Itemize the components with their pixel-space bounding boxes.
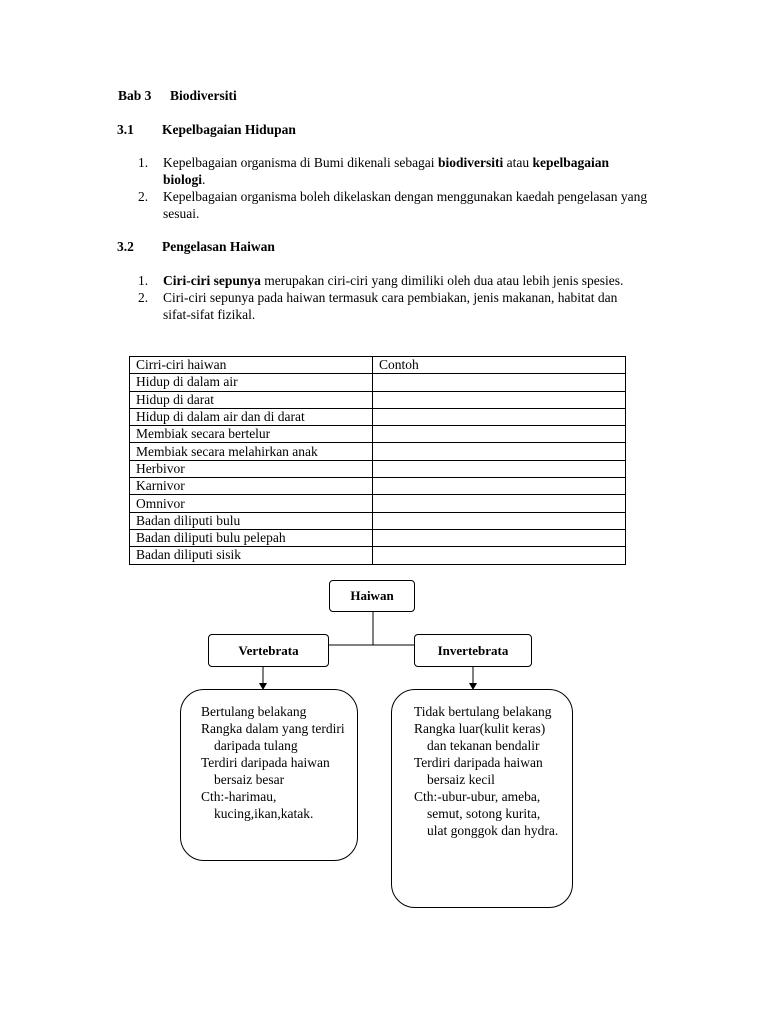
diagram-node-vertebrata: Vertebrata (208, 634, 329, 667)
item-text: Kepelbagaian organisma boleh dikelaskan dengan menggunakan kaedah pengelasan yang sesuai. (163, 189, 648, 221)
diagram-root-haiwan: Haiwan (329, 580, 415, 612)
trait-item: Cth:-harimau, kucing,ikan,katak. (201, 789, 314, 821)
item-text: Kepelbagaian organisma di Bumi dikenali sebagai (163, 155, 438, 170)
trait-cell: Herbivor (130, 460, 373, 477)
diagram-node-invertebrata: Invertebrata (414, 634, 532, 667)
vertebrata-traits-box (180, 689, 358, 861)
section-number: 3.1 (117, 122, 134, 137)
trait-item: Rangka dalam yang terdiri daripada tulang (201, 721, 345, 753)
section-title: Kepelbagaian Hidupan (162, 122, 296, 137)
item-text: . (202, 172, 206, 187)
trait-cell: Badan diliputi bulu pelepah (130, 529, 373, 546)
item-number: 2. (138, 290, 149, 305)
section-title: Pengelasan Haiwan (162, 239, 275, 254)
chapter-number: Bab 3 (118, 88, 152, 103)
trait-item: Cth:-ubur-ubur, ameba, semut, sotong kurita, ulat gonggok dan hydra. (414, 789, 559, 838)
trait-cell: Hidup di dalam air dan di darat (130, 408, 373, 425)
item-number: 2. (138, 189, 149, 204)
trait-item: Terdiri daripada haiwan bersaiz kecil (414, 755, 543, 787)
trait-cell: Badan diliputi sisik (130, 547, 373, 564)
item-number: 1. (138, 273, 149, 288)
section-number: 3.2 (117, 239, 134, 254)
trait-cell: Omnivor (130, 495, 373, 512)
trait-cell: Hidup di darat (130, 391, 373, 408)
invertebrata-traits-box (391, 689, 573, 908)
trait-item: Rangka luar(kulit keras) dan tekanan bendalir (414, 721, 546, 753)
trait-cell: Membiak secara bertelur (130, 426, 373, 443)
item-text: atau (503, 155, 533, 170)
trait-item: Bertulang belakang (201, 704, 307, 719)
item-text: Ciri-ciri sepunya pada haiwan termasuk cara pembiakan, jenis makanan, habitat dan sifat-sifat fizikal. (163, 290, 618, 322)
item-text: merupakan ciri-ciri yang dimiliki oleh dua atau lebih jenis spesies. (260, 273, 624, 288)
column-header-example: Contoh (373, 357, 626, 374)
term-biodiversiti: biodiversiti (437, 155, 504, 170)
term-kepelbagaian-biologi: kepelbagaian biologi (163, 155, 609, 187)
trait-cell: Membiak secara melahirkan anak (130, 443, 373, 460)
trait-cell: Karnivor (130, 478, 373, 495)
trait-item: Tidak bertulang belakang (414, 704, 552, 719)
trait-cell: Badan diliputi bulu (130, 512, 373, 529)
term-ciri-ciri-sepunya: Ciri-ciri sepunya (163, 273, 261, 288)
column-header-traits: Cirri-ciri haiwan (130, 357, 373, 374)
trait-cell: Hidup di dalam air (130, 374, 373, 391)
chapter-title: Biodiversiti (170, 88, 237, 103)
trait-item: Terdiri daripada haiwan bersaiz besar (201, 755, 330, 787)
item-number: 1. (138, 155, 149, 170)
